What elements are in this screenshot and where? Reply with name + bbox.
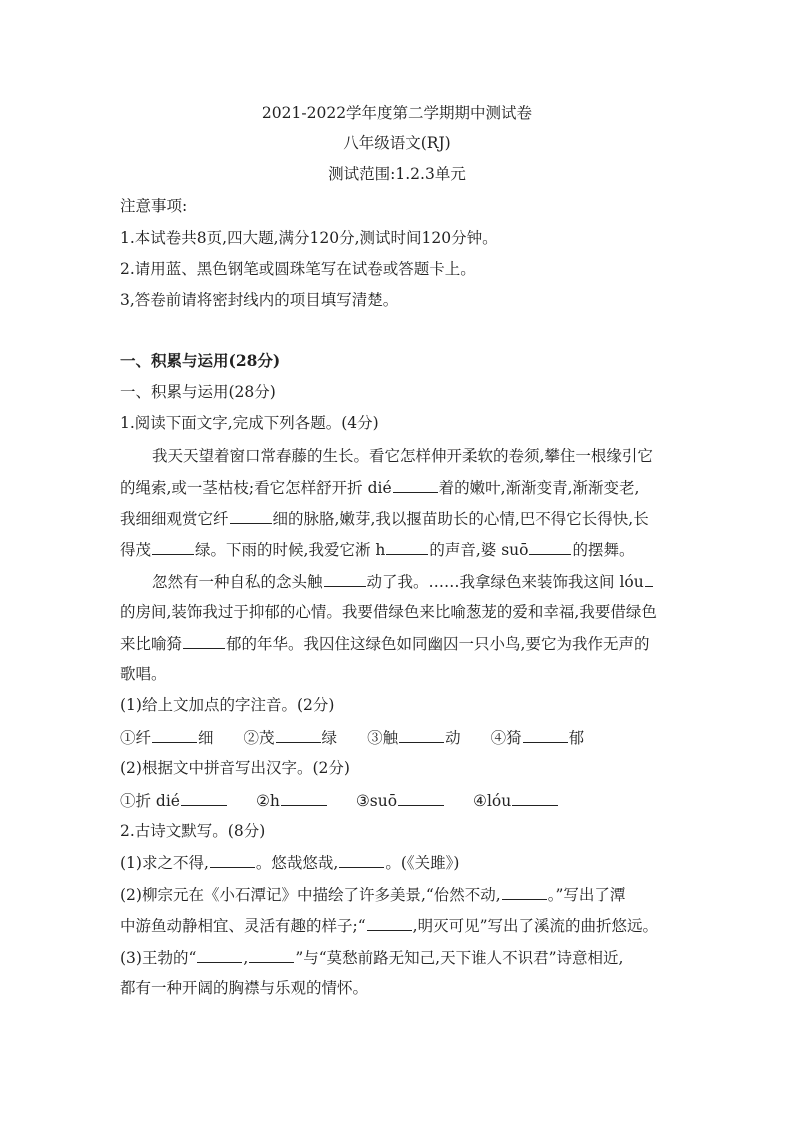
passage-line xyxy=(152,571,722,592)
answer-blank[interactable] xyxy=(398,790,444,806)
answer-blank[interactable] xyxy=(386,539,428,555)
poem-text: 。”写出了潭 xyxy=(547,886,626,904)
subquestion-1-title: (1)给上文加点的字注音。(2分) xyxy=(120,696,335,714)
answer-blank[interactable] xyxy=(523,727,568,743)
passage-line xyxy=(120,477,690,498)
poem-text: (3)王勃的“ xyxy=(120,949,197,967)
poem-line-1 xyxy=(120,852,690,873)
passage-line: 我天天望着窗口常春藤的生长。看它怎样伸开柔软的卷须,攀住一根缘引它 xyxy=(152,447,653,465)
question-1-title: 1.阅读下面文字,完成下列各题。(4分) xyxy=(120,414,379,432)
answer-blank[interactable] xyxy=(152,727,197,743)
answer-blank[interactable] xyxy=(152,539,194,555)
exam-subtitle: 八年级语文(RJ) xyxy=(343,134,451,152)
question-2-title: 2.古诗文默写。(8分) xyxy=(120,822,266,840)
item-label: ③触 xyxy=(367,729,399,747)
poem-line-2 xyxy=(120,884,690,905)
answer-blank[interactable] xyxy=(645,571,653,587)
item-label: ②茂 xyxy=(243,729,275,747)
item-label: 郁 xyxy=(568,729,585,747)
passage-line xyxy=(120,539,690,560)
poem-line-3b: 都有一种开阔的胸襟与乐观的情怀。 xyxy=(120,979,369,997)
passage-text: 忽然有一种自私的念头触 xyxy=(152,573,323,591)
passage-text: 郁的年华。我囚住这绿色如同幽囚一只小鸟,要它为我作无声的 xyxy=(226,635,650,653)
answer-blank[interactable] xyxy=(230,508,272,524)
answer-blank[interactable] xyxy=(183,633,225,649)
item-label: 绿 xyxy=(321,729,338,747)
poem-text: , xyxy=(243,949,249,967)
item-label: ④lóu xyxy=(473,792,512,810)
note-item-3: 3,答卷前请将密封线内的项目填写清楚。 xyxy=(120,291,399,309)
note-item-2: 2.请用蓝、黑色钢笔或圆珠笔写在试卷或答题卡上。 xyxy=(120,260,476,278)
poem-text: 。悠哉悠哉, xyxy=(255,854,339,872)
item-label: ①折 dié xyxy=(120,792,180,810)
item-label: 细 xyxy=(198,729,214,747)
answer-blank[interactable] xyxy=(399,727,444,743)
passage-text: 的声音,婆 suō xyxy=(429,541,529,559)
answer-blank[interactable] xyxy=(210,852,255,868)
answer-blank[interactable] xyxy=(512,790,558,806)
subquestion-2-items xyxy=(120,790,690,811)
passage-line: 的房间,装饰我过于抑郁的心情。我要借绿色来比喻葱茏的爱和幸福,我要借绿色 xyxy=(120,603,657,621)
passage-text: 得茂 xyxy=(120,541,152,559)
passage-line: 歌唱。 xyxy=(120,665,167,683)
poem-text: ”与“莫愁前路无知己,天下谁人不识君”诗意相近, xyxy=(295,949,624,967)
item-label: ②h xyxy=(255,792,280,810)
passage-text: 细的脉胳,嫩芽,我以揠苗助长的心情,巴不得它长得快,长 xyxy=(272,510,649,528)
answer-blank[interactable] xyxy=(181,790,227,806)
answer-blank[interactable] xyxy=(502,884,547,900)
item-label: ④猗 xyxy=(490,729,522,747)
poem-text: (1)求之不得, xyxy=(120,854,209,872)
poem-line-3 xyxy=(120,947,690,968)
answer-blank[interactable] xyxy=(249,947,294,963)
item-label: ③suō xyxy=(355,792,398,810)
answer-blank[interactable] xyxy=(276,727,321,743)
answer-blank[interactable] xyxy=(197,947,242,963)
item-label: ①纤 xyxy=(120,729,152,747)
passage-text: 我细细观赏它纤 xyxy=(120,510,229,528)
passage-text: 动了我。……我拿绿色来装饰我这间 lóu xyxy=(366,573,644,591)
subquestion-1-items xyxy=(120,727,690,748)
poem-text: ,明灭可见”写出了溪流的曲折悠远。 xyxy=(412,917,659,935)
answer-blank[interactable] xyxy=(529,539,571,555)
passage-line xyxy=(120,508,690,529)
poem-line-2b xyxy=(120,915,690,936)
passage-text: 来比喻猗 xyxy=(120,635,183,653)
passage-text: 的摆舞。 xyxy=(572,541,635,559)
exam-scope: 测试范围:1.2.3单元 xyxy=(328,165,466,183)
answer-blank[interactable] xyxy=(367,915,412,931)
passage-text: 的绳索,或一茎枯枝;看它怎样舒开折 dié xyxy=(120,479,392,497)
poem-text: 中游鱼动静相宜、灵活有趣的样子;“ xyxy=(120,917,366,935)
passage-line xyxy=(120,633,690,654)
subquestion-2-title: (2)根据文中拼音写出汉字。(2分) xyxy=(120,759,350,777)
notes-heading: 注意事项: xyxy=(120,197,188,215)
answer-blank[interactable] xyxy=(393,477,438,493)
exam-title: 2021-2022学年度第二学期期中测试卷 xyxy=(261,104,533,122)
passage-text: 绿。下雨的时候,我爱它淅 h xyxy=(195,541,386,559)
answer-blank[interactable] xyxy=(281,790,327,806)
poem-text: (2)柳宗元在《小石潭记》中描绘了许多美景,“佁然不动, xyxy=(120,886,501,904)
answer-blank[interactable] xyxy=(339,852,384,868)
passage-text: 着的嫩叶,渐渐变青,渐渐变老, xyxy=(438,479,640,497)
section-heading-repeat: 一、积累与运用(28分) xyxy=(120,383,276,401)
answer-blank[interactable] xyxy=(324,571,366,587)
section-heading: 一、积累与运用(28分) xyxy=(120,351,281,370)
note-item-1: 1.本试卷共8页,四大题,满分120分,测试时间120分钟。 xyxy=(120,229,498,247)
poem-text: 。(《关雎》) xyxy=(385,854,460,872)
item-label: 动 xyxy=(445,729,461,747)
